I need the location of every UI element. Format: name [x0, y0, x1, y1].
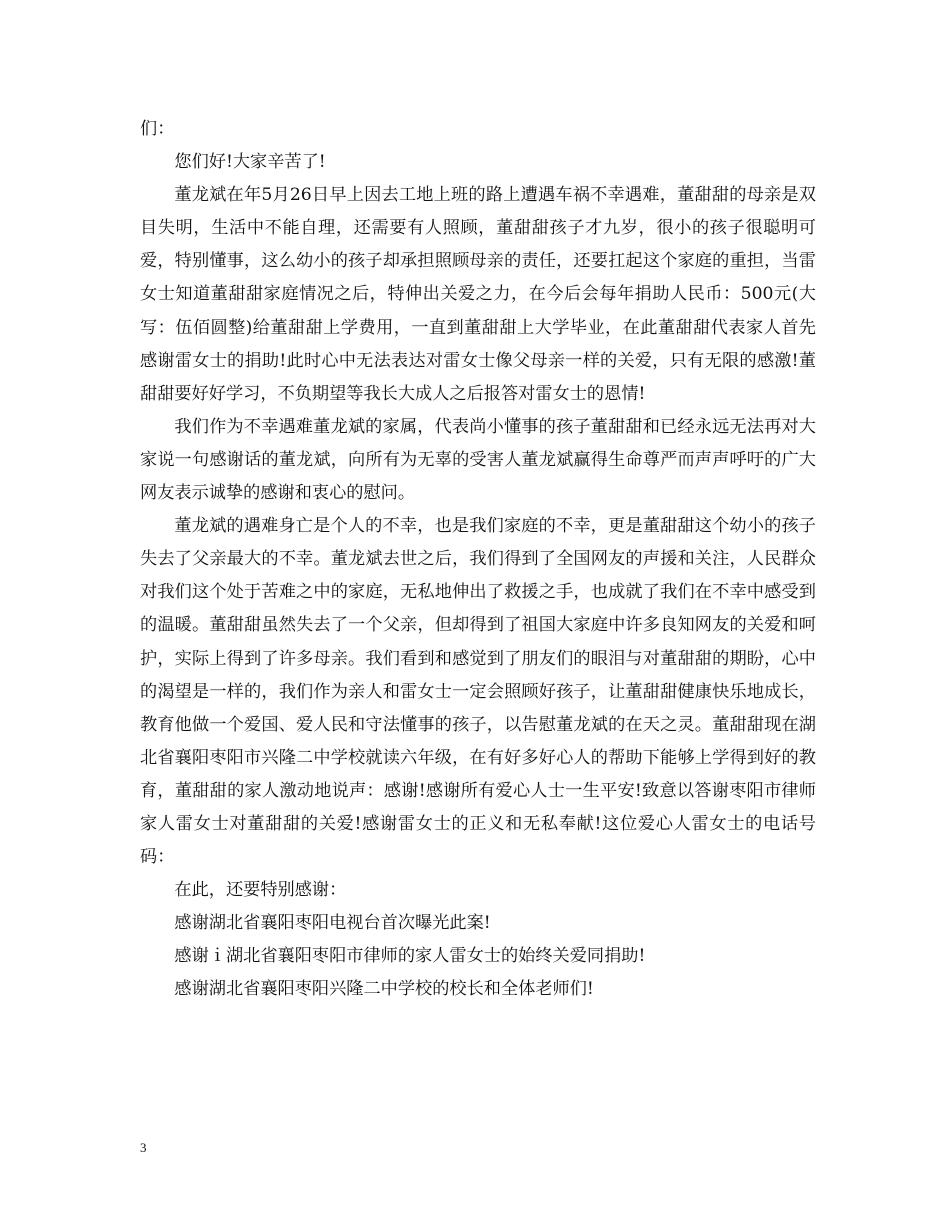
page-number: 3 [140, 1140, 147, 1155]
paragraph-family-thanks: 我们作为不幸遇难董龙斌的家属，代表尚小懂事的孩子董甜甜和已经永远无法再对大家说一句感谢话的董龙斌，向所有为无辜的受害人董龙斌赢得生命尊严而声声呼吁的广大网友表示诚挚的感谢和衷心的慰问。 [140, 416, 816, 504]
paragraph-greeting: 您们好!大家辛苦了! [174, 152, 326, 173]
paragraph-thanks-lawyer-family: 感谢ｉ湖北省襄阳枣阳市律师的家人雷女士的始终关爱同捐助! [174, 946, 646, 967]
paragraph-support-received: 董龙斌的遇难身亡是个人的不幸，也是我们家庭的不幸，更是董甜甜这个幼小的孩子失去了父亲最大的不幸。董龙斌去世之后，我们得到了全国网友的声援和关注，人民群众对我们这个处于苦难之中的家庭，无私地伸出了救援之手，也成就了我们在不幸中感受到的温暖。董甜甜虽然失去了一个父亲，但却得到了祖国大家庭中许多良知网友的关爱和呵护，实际上得到了许多母亲。我们看到和感觉到了朋友们的眼泪与对董甜甜的期盼，心中的渴望是一样的，我们作为亲人和雷女士一定会照顾好孩子，让董甜甜健康快乐地成长，教育他做一个爱国、爱人民和守法懂事的孩子，以告慰董龙斌的在天之灵。董甜甜现在湖北省襄阳枣阳市兴隆二中学校就读六年级，在有好多好心人的帮助下能够上学得到好的教育，董甜甜的家人激动地说声：感谢!感谢所有爱心人士一生平安!致意以答谢枣阳市律师家人雷女士对董甜甜的关爱!感谢雷女士的正义和无私奉献!这位爱心人雷女士的电话号码： [140, 516, 816, 868]
paragraph-special-thanks-intro: 在此，还要特别感谢： [174, 880, 347, 901]
paragraph-thanks-school: 感谢湖北省襄阳枣阳兴隆二中学校的校长和全体老师们! [174, 979, 594, 1000]
paragraph-accident-and-donation: 董龙斌在年5月26日早上因去工地上班的路上遭遇车祸不幸遇难，董甜甜的母亲是双目失明，生活中不能自理，还需要有人照顾，董甜甜孩子才九岁，很小的孩子很聪明可爱，特别懂事，这么幼小的孩子却承担照顾母亲的责任，还要扛起这个家庭的重担，当雷女士知道董甜甜家庭情况之后，特伸出关爱之力，在今后会每年捐助人民币：500元(大写：伍佰圆整)给董甜甜上学费用，一直到董甜甜上大学毕业，在此董甜甜代表家人首先感谢雷女士的捐助!此时心中无法表达对雷女士像父母亲一样的关爱，只有无限的感激!董甜甜要好好学习，不负期望等我长大成人之后报答对雷女士的恩情! [140, 185, 816, 404]
paragraph-thanks-tv-station: 感谢湖北省襄阳枣阳电视台首次曝光此案! [174, 913, 491, 934]
document-body [140, 113, 816, 1007]
paragraph-salutation-end: 们： [140, 119, 175, 139]
